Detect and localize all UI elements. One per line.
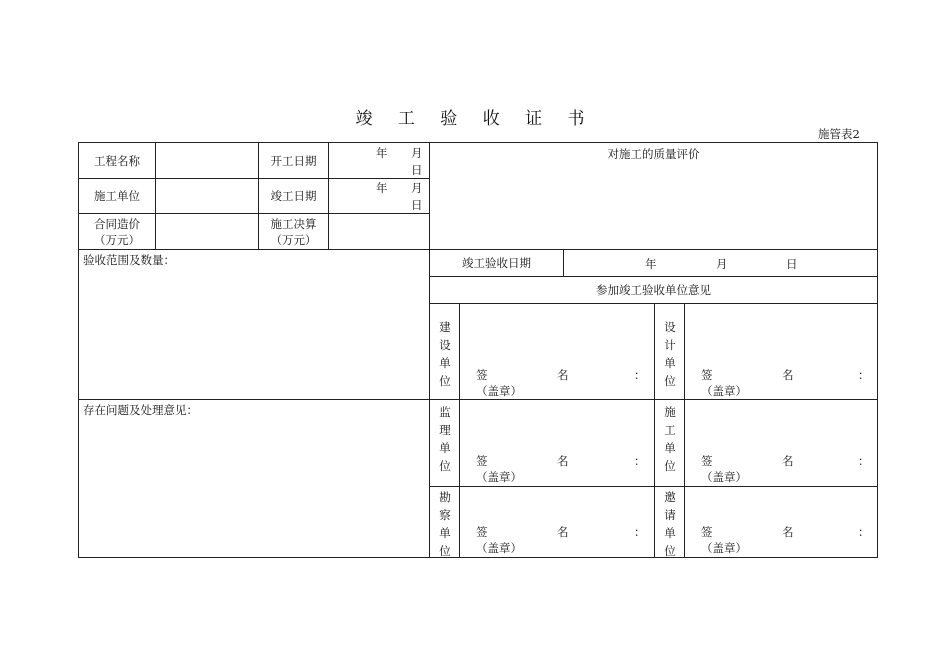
divider: [459, 303, 460, 558]
name-label: 名: [557, 454, 569, 468]
acceptance-date-year: 年: [645, 257, 657, 271]
contract-price-label: 合同造价: [94, 216, 140, 231]
page-title: 竣 工 验 收 证 书: [355, 109, 595, 129]
name-label: 名: [782, 525, 794, 539]
colon: ：: [858, 454, 870, 468]
name-label: 名: [557, 368, 569, 382]
sign-label: 签: [476, 368, 488, 382]
contract-price-cell: [79, 214, 155, 249]
project-name-value[interactable]: [156, 143, 258, 178]
seal-label: （盖章）: [701, 541, 747, 555]
completion-date-day: 日: [411, 198, 423, 212]
colon: ：: [634, 368, 646, 382]
divider: [654, 303, 655, 558]
completion-date-label: 竣工日期: [270, 189, 317, 203]
colon: ：: [634, 454, 646, 468]
acceptance-scope-label: 验收范围及数量：: [83, 253, 175, 267]
divider: [563, 249, 564, 276]
table-border-bottom: [78, 557, 878, 558]
name-label: 名: [557, 525, 569, 539]
unit-construction-owner: 建设单位: [439, 320, 451, 388]
completion-date-year: 年: [376, 181, 388, 195]
project-name-label: 工程名称: [94, 153, 140, 168]
unit-contractor: 施工单位: [664, 405, 676, 473]
final-account-unit: （万元）: [270, 232, 317, 247]
unit-survey: 勘察单位: [439, 490, 451, 558]
name-label: 名: [782, 368, 794, 382]
sign-label: 签: [701, 454, 713, 468]
colon: ：: [634, 525, 646, 539]
seal-label: （盖章）: [476, 541, 522, 555]
unit-invited: 邀请单位: [664, 490, 676, 558]
divider: [429, 142, 430, 558]
sign-label: 签: [701, 525, 713, 539]
final-account-cell: [259, 214, 328, 249]
seal-label: （盖章）: [701, 470, 747, 484]
start-date-day: 日: [411, 163, 423, 177]
unit-design: 设计单位: [664, 320, 676, 388]
contract-price-value[interactable]: [156, 214, 258, 249]
contract-price-unit: （万元）: [94, 232, 140, 247]
start-date-year: 年: [376, 146, 388, 160]
completion-date-month: 月: [411, 181, 423, 195]
colon: ：: [858, 368, 870, 382]
builder-value[interactable]: [156, 179, 258, 213]
start-date-month: 月: [411, 146, 423, 160]
table-border-right: [877, 142, 878, 558]
final-account-label: 施工决算: [270, 216, 317, 231]
name-label: 名: [782, 454, 794, 468]
participants-label: 参加竣工验收单位意见: [596, 283, 711, 297]
issues-label: 存在问题及处理意见：: [83, 403, 198, 417]
start-date-label: 开工日期: [270, 153, 317, 168]
divider: [78, 399, 429, 400]
seal-label: （盖章）: [701, 384, 747, 398]
unit-supervision: 监理单位: [439, 405, 451, 473]
builder-label: 施工单位: [94, 189, 140, 203]
sign-label: 签: [476, 454, 488, 468]
divider: [684, 303, 685, 558]
acceptance-date-month: 月: [716, 257, 728, 271]
sign-label: 签: [476, 525, 488, 539]
acceptance-date-label: 竣工验收日期: [462, 256, 531, 270]
seal-label: （盖章）: [476, 470, 522, 484]
acceptance-date-day: 日: [786, 257, 798, 271]
final-account-value[interactable]: [329, 214, 429, 249]
seal-label: （盖章）: [476, 384, 522, 398]
form-code: 施管表2: [818, 127, 860, 141]
colon: ：: [858, 525, 870, 539]
quality-eval-label: 对施工的质量评价: [607, 147, 700, 161]
sign-label: 签: [701, 368, 713, 382]
